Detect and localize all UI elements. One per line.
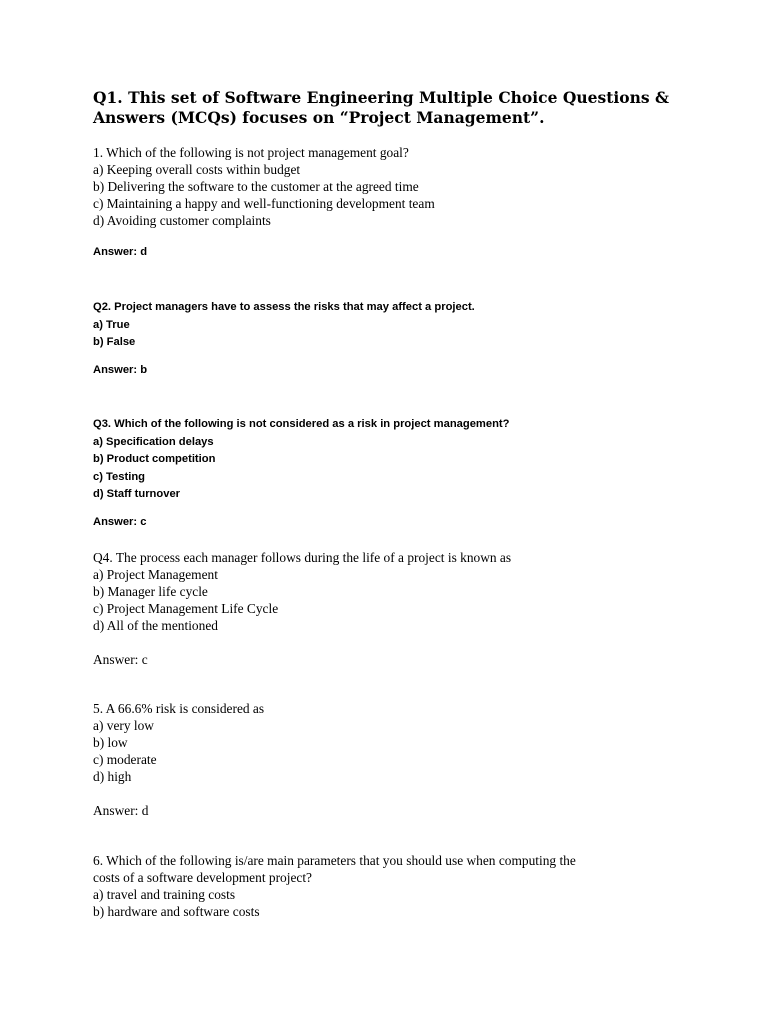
question-text: Q4. The process each manager follows during the life of a project is known as [93, 550, 512, 565]
option-d: d) Avoiding customer complaints [93, 213, 271, 228]
option-b: b) hardware and software costs [93, 904, 260, 919]
option-c: c) moderate [93, 752, 157, 767]
question-3 [93, 416, 510, 504]
option-b: b) Manager life cycle [93, 584, 208, 599]
answer-2: Answer: b [93, 364, 148, 376]
question-5 [93, 700, 264, 785]
answer-3: Answer: c [93, 516, 147, 528]
option-a: a) True [93, 318, 130, 331]
option-c: c) Testing [93, 470, 146, 483]
question-4 [93, 549, 511, 634]
option-b: b) Product competition [93, 453, 216, 465]
question-2 [93, 299, 475, 352]
option-d: d) Staff turnover [93, 488, 181, 500]
option-a: a) Keeping overall costs within budget [93, 162, 301, 177]
question-text: 1. Which of the following is not project management goal? [93, 145, 409, 160]
question-text-line-1: 6. Which of the following is/are main parameters that you should use when computing the [93, 853, 576, 868]
question-1 [93, 144, 435, 229]
option-a: a) Specification delays [93, 435, 214, 448]
option-a: a) travel and training costs [93, 887, 236, 902]
option-b: b) False [93, 336, 136, 348]
question-text: Q2. Project managers have to assess the risks that may affect a project. [93, 301, 475, 313]
question-6 [93, 852, 576, 920]
option-c: c) Maintaining a happy and well-functioning development team [93, 196, 435, 211]
answer-4: Answer: c [93, 652, 148, 667]
answer-1: Answer: d [93, 246, 148, 258]
option-c: c) Project Management Life Cycle [93, 601, 279, 616]
option-a: a) Project Management [93, 567, 218, 582]
page-title: Q1. This set of Software Engineering Multiple Choice Questions & Answers (MCQs) focuses on “Project Management”. [93, 88, 669, 127]
option-d: d) All of the mentioned [93, 618, 218, 633]
option-b: b) Delivering the software to the customer at the agreed time [93, 179, 419, 194]
question-text: Q3. Which of the following is not considered as a risk in project management? [93, 418, 510, 430]
answer-5: Answer: d [93, 803, 149, 818]
option-a: a) very low [93, 718, 154, 733]
option-d: d) high [93, 769, 132, 784]
option-b: b) low [93, 735, 128, 750]
question-text: 5. A 66.6% risk is considered as [93, 701, 265, 716]
question-text-line-2: costs of a software development project? [93, 870, 313, 885]
